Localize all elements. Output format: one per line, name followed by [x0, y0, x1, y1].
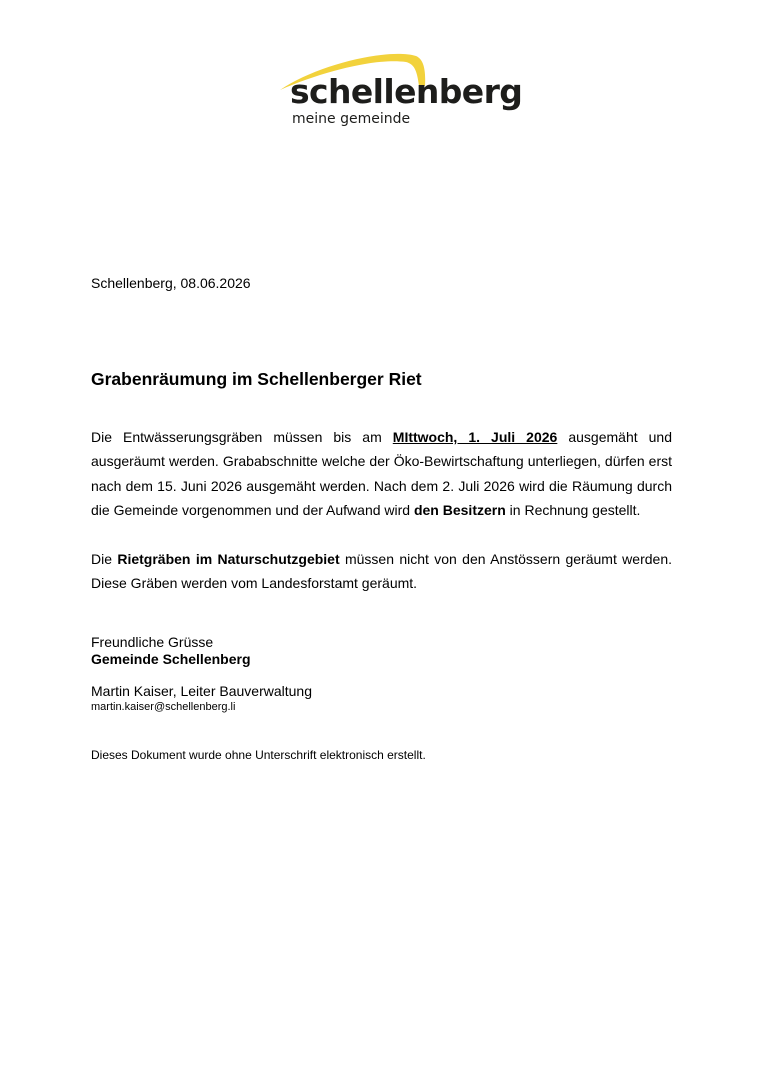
greeting: Freundliche Grüsse — [91, 634, 214, 650]
deadline-date: MIttwoch, 1. Juli 2026 — [392, 429, 558, 445]
paragraph-nature-reserve — [91, 547, 672, 596]
logo-tagline: meine gemeinde — [292, 111, 411, 127]
signatory-email: martin.kaiser@schellenberg.li — [91, 701, 236, 713]
letter-title: Grabenräumung im Schellenberger Riet — [91, 369, 422, 389]
paragraph-deadline — [91, 425, 672, 522]
paragraph-text: Die Entwässerungsgräben müssen bis am — [91, 429, 393, 445]
paragraph-text: ausgemäht und ausgeräumt werden. Grababschnitte welche der Öko-Bewirtschaftung unterliegen, dürfen erst nach dem 15. Juni 2026 ausgemäht werden. Nach dem 2. Juli 2026 wird die Räumung durch die Gemeinde vorgenommen und der Aufwand wird — [91, 429, 672, 518]
municipality-logo — [278, 50, 523, 132]
paragraph-text: in Rechnung gestellt. — [505, 501, 641, 518]
paragraph-text: Die — [91, 551, 118, 567]
electronic-document-note: Dieses Dokument wurde ohne Unterschrift elektronisch erstellt. — [91, 748, 426, 762]
paragraph-text: müssen nicht von den Anstössern geräumt werden. Diese Gräben werden vom Landesforstamt geräumt. — [91, 551, 672, 592]
owners-emphasis: den Besitzern — [413, 501, 506, 518]
signatory-name: Martin Kaiser, Leiter Bauverwaltung — [91, 683, 312, 699]
organization-name: Gemeinde Schellenberg — [91, 651, 251, 667]
nature-reserve-emphasis: Rietgräben im Naturschutzgebiet — [117, 551, 340, 567]
logo-wordmark: schellenberg — [290, 72, 523, 111]
place-and-date: Schellenberg, 08.06.2026 — [91, 275, 251, 291]
